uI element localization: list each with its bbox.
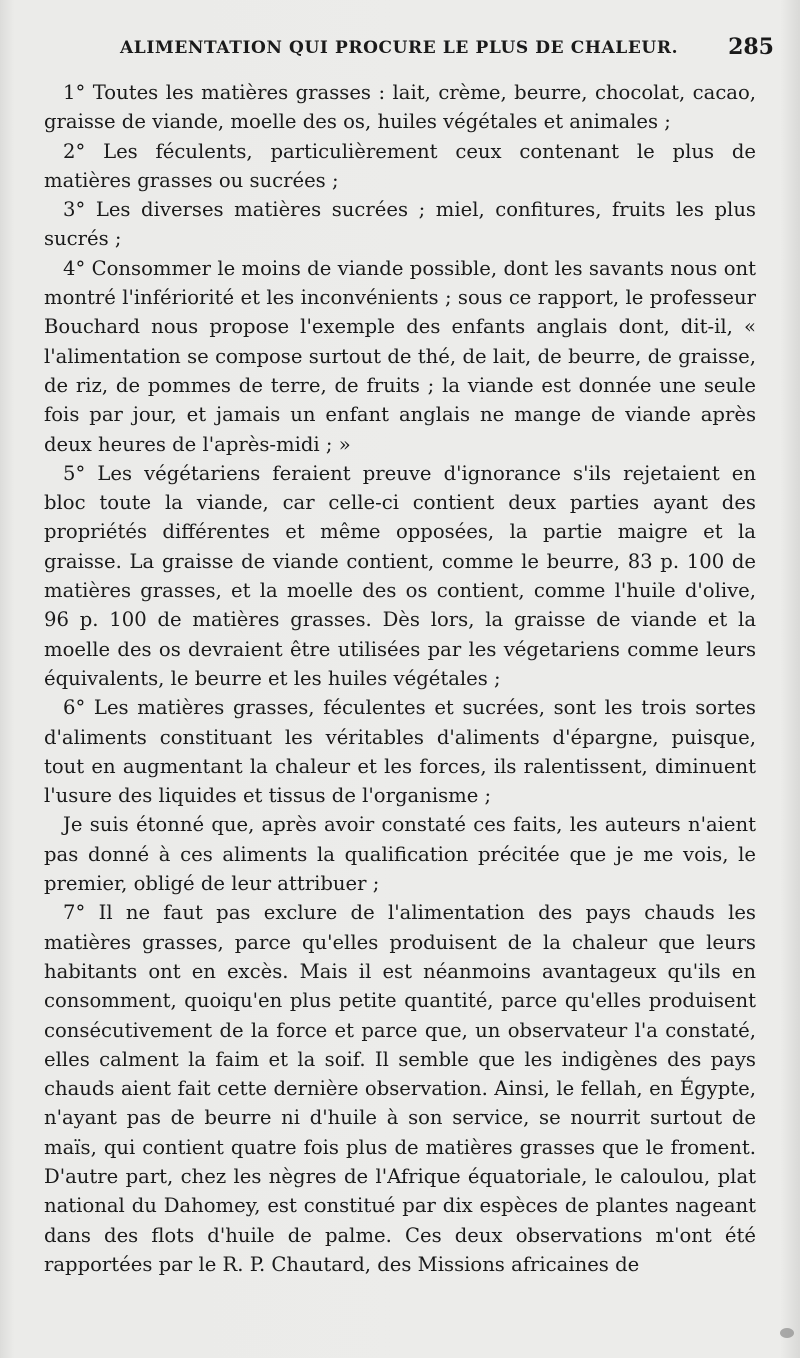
paragraph-item-4: 4° Consommer le moins de viande possible, dont les savants nous ont montré l'infériorité et les inconvénients ; sous ce rapport, le professeur Bouchard nous propose l'exemple des enfants anglais dont, dit-il, « l'alimentation se compose surtout de thé, de lait, de beurre, de graisse, de riz, de pommes de terre, de fruits ; la viande est donnée une seule fois par jour, et jamais un enfant anglais ne mange de viande après deux heures de l'après-midi ; » bbox=[44, 256, 756, 456]
page-number: 285 bbox=[728, 34, 774, 60]
paragraph-item-7: 7° Il ne faut pas exclure de l'alimentation des pays chauds les matières grasses, parce qu'elles produisent de la chaleur que leurs habitants ont en excès. Mais il est néanmoins avantageux qu'ils en consomment, quoiqu'en plus petite quantité, parce qu'elles produisent consécutivement de la force et parce que, un observateur l'a constaté, elles calment la faim et la soif. Il semble que les indigènes des pays chauds aient fait cette dernière observation. Ainsi, le fellah, en Égypte, n'ayant pas de beurre ni d'huile à son service, se nourrit surtout de maïs, qui contient quatre fois plus de matières grasses que le froment. D'autre part, chez les nègres de l'Afrique équatoriale, le caloulou, plat national du Dahomey, est constitué par dix espèces de plantes nageant dans des flots d'huile de palme. Ces deux observations m'ont été rapportées par le R. P. Chautard, des Missions africaines de bbox=[44, 901, 756, 1276]
paragraph-note: Je suis étonné que, après avoir constaté ces faits, les auteurs n'aient pas donné à ces aliments la qualification précitée que je me vois, le premier, obligé de leur attribuer ; bbox=[44, 813, 756, 896]
paragraph-item-3: 3° Les diverses matières sucrées ; miel, confitures, fruits les plus sucrés ; bbox=[44, 198, 756, 251]
paragraph-item-5: 5° Les végétariens feraient preuve d'ignorance s'ils rejetaient en bloc toute la viande, car celle-ci contient deux parties ayant des propriétés différentes et même opposées, la partie maigre et la graisse. La graisse de viande contient, comme le beurre, 83 p. 100 de matières grasses, et la moelle des os contient, comme l'huile d'olive, 96 p. 100 de matières grasses. Dès lors, la graisse de viande et la moelle des os devraient être utilisées par les végetariens comme leurs équivalents, le beurre et les huiles végétales ; bbox=[44, 461, 756, 690]
running-title: ALIMENTATION QUI PROCURE LE PLUS DE CHALEUR. bbox=[120, 38, 679, 58]
body-text bbox=[44, 78, 756, 1279]
paragraph-item-2: 2° Les féculents, particulièrement ceux contenant le plus de matières grasses ou sucrées ; bbox=[44, 139, 756, 192]
ink-smudge bbox=[780, 1328, 794, 1338]
paragraph-item-6: 6° Les matières grasses, féculentes et sucrées, sont les trois sortes d'aliments constituant les véritables d'aliments d'épargne, puisque, tout en augmentant la chaleur et les forces, ils ralentissent, diminuent l'usure des liquides et tissus de l'organisme ; bbox=[44, 696, 756, 808]
paragraph-item-1: 1° Toutes les matières grasses : lait, crème, beurre, chocolat, cacao, graisse de viande, moelle des os, huiles végétales et animales ; bbox=[44, 81, 756, 134]
page-header bbox=[0, 36, 800, 66]
